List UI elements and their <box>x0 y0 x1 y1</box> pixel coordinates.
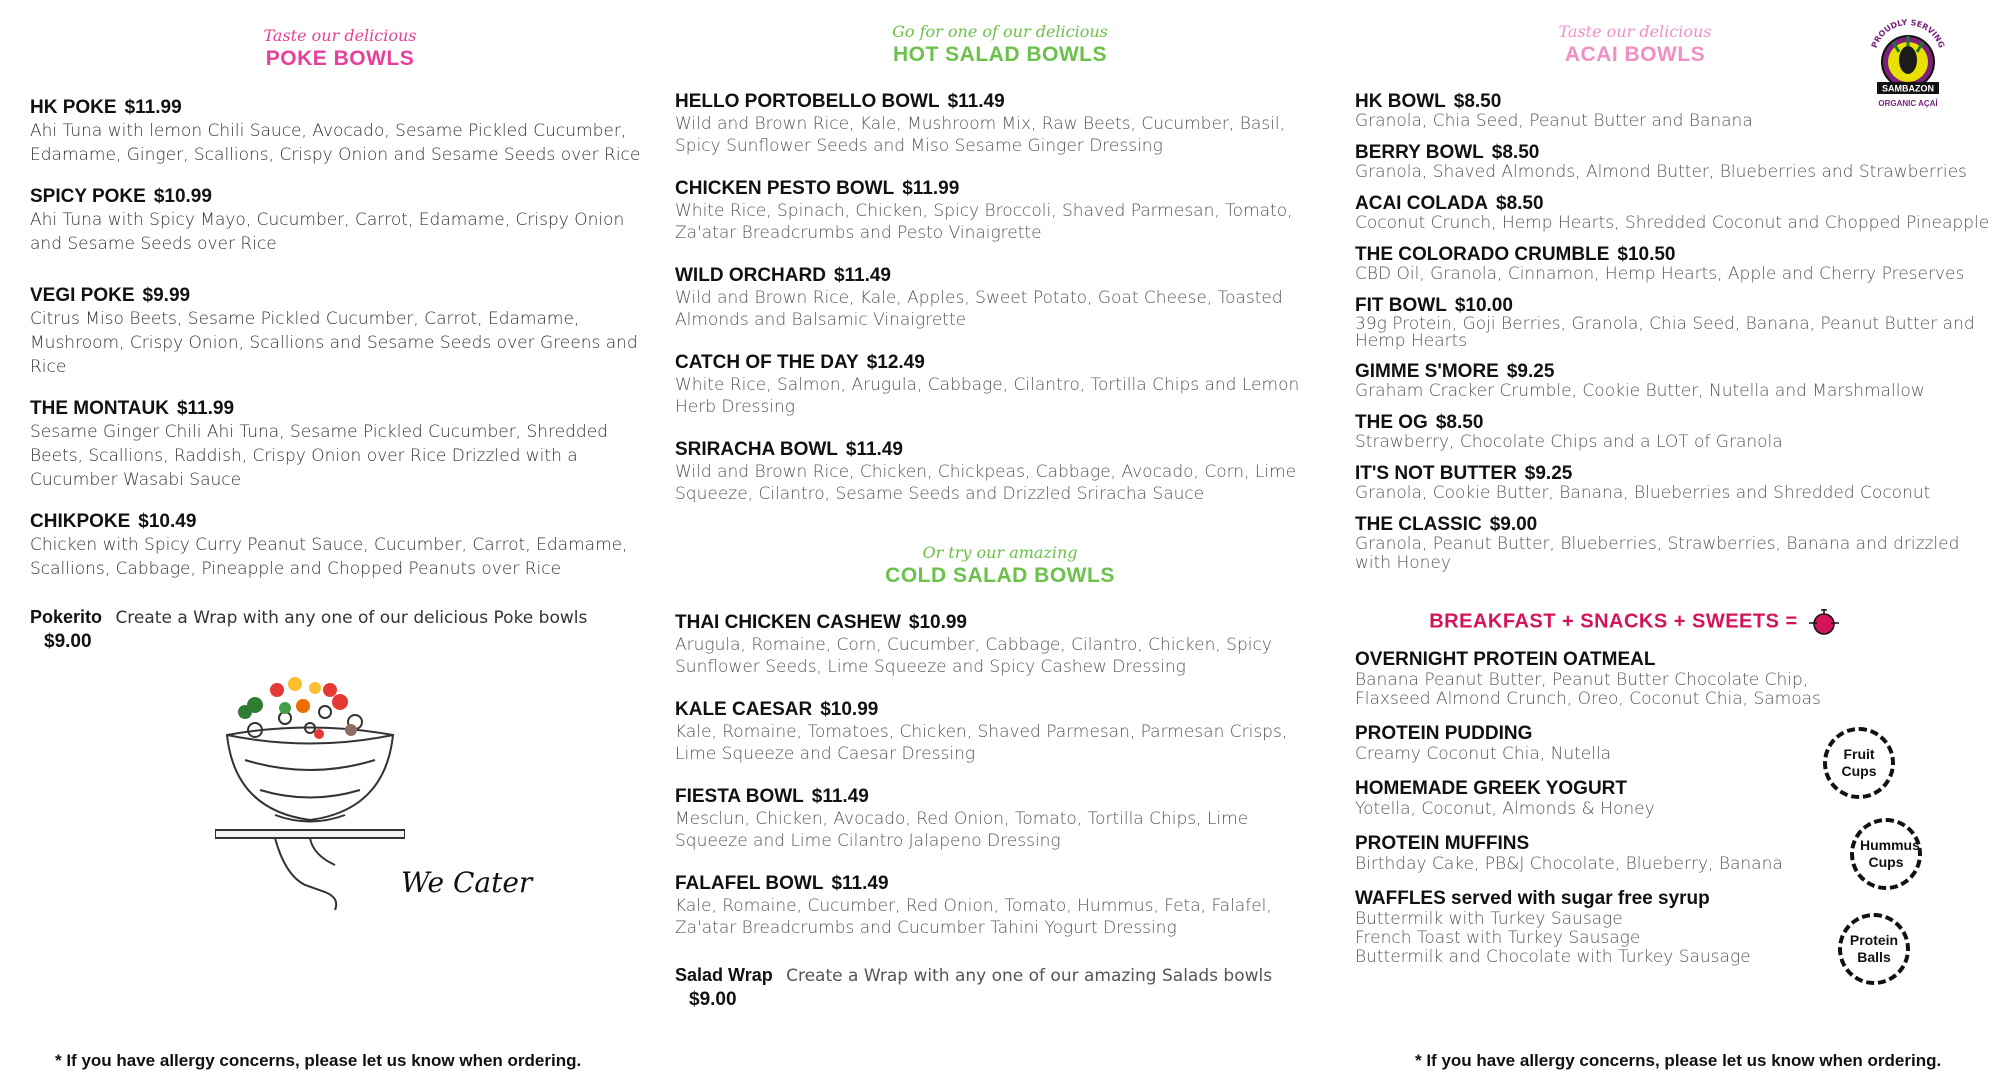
item-description: Wild and Brown Rice, Chicken, Chickpeas, Cabbage, Avocado, Corn, Lime Squeeze, Cilantro, Sesame Seeds and Drizzled Sriracha Sauce <box>675 462 1297 504</box>
item-description: Mesclun, Chicken, Avocado, Red Onion, Tomato, Tortilla Chips, Lime Squeeze and Lime Cilantro Jalapeno Dressing <box>675 809 1249 851</box>
wrap-description: Create a Wrap with any one of our amazing Salads bowls <box>786 966 1273 986</box>
item-name: VEGI POKE <box>30 285 135 306</box>
item-price: $8.50 <box>1496 193 1544 214</box>
item-price: $10.49 <box>138 511 197 532</box>
wrap-name: Salad Wrap <box>675 965 773 985</box>
item-description: Granola, Cookie Butter, Banana, Blueberries and Shredded Coconut <box>1355 483 1931 503</box>
menu-item <box>675 698 1325 765</box>
fruit-cups-badge <box>1823 727 1895 799</box>
apple-icon <box>1807 607 1841 639</box>
protein-balls-badge <box>1838 913 1910 985</box>
item-price: $11.49 <box>845 439 903 460</box>
badge-label: Fruit Cups <box>1841 746 1877 779</box>
breakfast-heading <box>1355 607 1915 639</box>
item-name: PROTEIN PUDDING <box>1355 723 1533 744</box>
item-price: $9.99 <box>142 285 191 306</box>
badge-label: Protein Balls <box>1849 932 1899 965</box>
menu-item <box>30 284 650 379</box>
item-description-line: Yotella, Coconut, Almonds & Honey <box>1355 799 1655 819</box>
menu-item <box>1355 778 1995 819</box>
item-description: Kale, Romaine, Tomatoes, Chicken, Shaved Parmesan, Parmesan Crisps, Lime Squeeze and Caesar Dressing <box>675 722 1288 764</box>
item-price: $10.99 <box>820 699 879 720</box>
menu-item <box>675 177 1325 244</box>
item-description: CBD Oil, Granola, Cinnamon, Hemp Hearts, Apple and Cherry Preserves <box>1355 264 1965 284</box>
salad-column <box>675 0 1325 1012</box>
pokerito-line <box>30 605 650 654</box>
menu-item <box>675 264 1325 331</box>
logo-bottom-text: ORGANIC AÇAÍ <box>1878 99 1938 108</box>
menu-item <box>1355 296 1995 350</box>
item-name: THAI CHICKEN CASHEW <box>675 612 901 633</box>
menu-item <box>30 185 650 256</box>
item-name: THE MONTAUK <box>30 398 169 419</box>
item-description-line: Buttermilk with Turkey Sausage <box>1355 909 1623 929</box>
hummus-cups-badge <box>1850 818 1922 890</box>
menu-item <box>675 351 1325 418</box>
item-price: $10.50 <box>1617 244 1676 265</box>
item-name: HK BOWL <box>1355 91 1446 112</box>
allergy-notice-left: * If you have allergy concerns, please let us know when ordering. <box>55 1051 582 1070</box>
menu-item <box>1355 413 1995 452</box>
item-description: Ahi Tuna with Spicy Mayo, Cucumber, Carrot, Edamame, Crispy Onion and Sesame Seeds over Rice <box>30 210 625 254</box>
item-name: WILD ORCHARD <box>675 265 826 286</box>
item-name: WAFFLES served with sugar free syrup <box>1355 888 1710 909</box>
item-name: GIMME S'MORE <box>1355 361 1499 382</box>
item-price: $11.99 <box>176 398 235 419</box>
item-name: HELLO PORTOBELLO BOWL <box>675 91 940 112</box>
bowl-illustration <box>215 660 405 910</box>
item-name: OVERNIGHT PROTEIN OATMEAL <box>1355 649 1656 670</box>
item-price: $8.50 <box>1453 91 1502 112</box>
item-price: $10.00 <box>1454 295 1513 316</box>
item-name: SPICY POKE <box>30 186 146 207</box>
item-description-line: Banana Peanut Butter, Peanut Butter Chocolate Chip, <box>1355 670 1809 690</box>
item-name: HOMEMADE GREEK YOGURT <box>1355 778 1628 799</box>
item-description: Chicken with Spicy Curry Peanut Sauce, Cucumber, Carrot, Edamame, Scallions, Cabbage, Pineapple and Chopped Peanuts over Rice <box>30 535 628 579</box>
menu-item <box>1355 723 1995 764</box>
item-description: Kale, Romaine, Cucumber, Red Onion, Tomato, Hummus, Feta, Falafel, Za'atar Breadcrumbs and Cucumber Tahini Yogurt Dressing <box>675 896 1272 938</box>
item-name: HK POKE <box>30 97 117 118</box>
hot-tagline: Go for one of our delicious <box>892 22 1108 41</box>
item-description-line: Buttermilk and Chocolate with Turkey Sausage <box>1355 947 1751 967</box>
wrap-description: Create a Wrap with any one of our delicious Poke bowls <box>115 608 588 628</box>
acai-title: ACAI BOWLS <box>1564 43 1706 66</box>
item-description: Arugula, Romaine, Corn, Cucumber, Cabbage, Cilantro, Chicken, Spicy Sunflower Seeds, Lime Squeeze and Spicy Cashew Dressing <box>675 635 1272 677</box>
menu-item <box>675 785 1325 852</box>
item-description: Wild and Brown Rice, Kale, Mushroom Mix, Raw Beets, Cucumber, Basil, Spicy Sunflower Seeds and Miso Sesame Ginger Dressing <box>675 114 1285 156</box>
menu-item <box>1355 245 1995 284</box>
item-price: $11.99 <box>124 97 182 118</box>
item-price: $12.49 <box>866 352 925 373</box>
item-description-line: Flaxseed Almond Crunch, Oreo, Coconut Chia, Samoas <box>1355 689 1821 709</box>
menu-item <box>1355 362 1995 401</box>
item-description-line: Birthday Cake, PB&J Chocolate, Blueberry, Banana <box>1355 854 1783 874</box>
item-description-line: French Toast with Turkey Sausage <box>1355 928 1641 948</box>
item-description: Granola, Peanut Butter, Blueberries, Strawberries, Banana and drizzled with Honey <box>1355 534 1960 573</box>
item-description: White Rice, Spinach, Chicken, Spicy Broccoli, Shaved Parmesan, Tomato, Za'atar Breadcrumbs and Pesto Vinaigrette <box>675 201 1293 243</box>
menu-item <box>675 438 1325 505</box>
item-price: $8.50 <box>1435 412 1484 433</box>
cold-title: COLD SALAD BOWLS <box>885 564 1115 587</box>
item-name: THE OG <box>1355 412 1428 433</box>
menu-item <box>30 96 650 167</box>
item-description: Graham Cracker Crumble, Cookie Butter, Nutella and Marshmallow <box>1355 381 1925 401</box>
item-name: THE CLASSIC <box>1355 514 1482 535</box>
logo-brand-text: SAMBAZON <box>1882 83 1934 94</box>
acai-tagline: Taste our delicious <box>1558 22 1712 41</box>
item-description: Coconut Crunch, Hemp Hearts, Shredded Coconut and Chopped Pineapple <box>1355 213 1990 233</box>
item-description: Wild and Brown Rice, Kale, Apples, Sweet Potato, Goat Cheese, Toasted Almonds and Balsamic Vinaigrette <box>675 288 1283 330</box>
item-name: CHICKEN PESTO BOWL <box>675 178 895 199</box>
item-name: BERRY BOWL <box>1355 142 1484 163</box>
item-name: KALE CAESAR <box>675 699 813 720</box>
menu-item <box>675 90 1325 157</box>
item-name: FIESTA BOWL <box>675 786 804 807</box>
item-description: Citrus Miso Beets, Sesame Pickled Cucumber, Carrot, Edamame, Mushroom, Crispy Onion, Scallions and Sesame Seeds over Greens and Rice <box>30 309 638 377</box>
menu-item <box>1355 464 1995 503</box>
cold-tagline: Or try our amazing <box>922 543 1078 562</box>
wrap-name: Pokerito <box>30 607 103 627</box>
item-price: $10.99 <box>153 186 212 207</box>
logo-top-text: PROUDLY SERVING <box>1869 17 1947 50</box>
wrap-price: $9.00 <box>44 631 92 652</box>
item-name: CATCH OF THE DAY <box>675 352 859 373</box>
we-cater-text: We Cater <box>401 866 533 899</box>
badge-label: Hummus Cups <box>1860 837 1920 870</box>
menu-item <box>1355 143 1995 182</box>
item-price: $9.25 <box>1506 361 1555 382</box>
item-name: THE COLORADO CRUMBLE <box>1355 244 1610 265</box>
item-description: Ahi Tuna with lemon Chili Sauce, Avocado, Sesame Pickled Cucumber, Edamame, Ginger, Scallions, Crispy Onion and Sesame Seeds over Rice <box>30 121 641 165</box>
item-price: $11.49 <box>947 91 1005 112</box>
poke-title: POKE BOWLS <box>265 47 415 70</box>
item-description: Granola, Shaved Almonds, Almond Butter, Blueberries and Strawberries <box>1355 162 1967 182</box>
item-name: IT'S NOT BUTTER <box>1355 463 1517 484</box>
item-description-line: Creamy Coconut Chia, Nutella <box>1355 744 1612 764</box>
item-price: $8.50 <box>1491 142 1540 163</box>
item-price: $11.99 <box>902 178 960 199</box>
menu-item <box>1355 515 1995 573</box>
item-price: $11.49 <box>831 873 889 894</box>
item-price: $10.99 <box>908 612 968 633</box>
item-name: FIT BOWL <box>1355 295 1447 316</box>
item-name: FALAFEL BOWL <box>675 873 824 894</box>
item-name: SRIRACHA BOWL <box>675 439 838 460</box>
menu-item <box>1355 649 1995 709</box>
item-price: $11.49 <box>833 265 892 286</box>
item-name: PROTEIN MUFFINS <box>1355 833 1530 854</box>
breakfast-title: BREAKFAST + SNACKS + SWEETS = <box>1429 610 1798 633</box>
poke-column <box>30 0 650 654</box>
wrap-price: $9.00 <box>689 989 737 1010</box>
menu-item <box>675 872 1325 939</box>
item-price: $9.00 <box>1489 514 1538 535</box>
item-price: $9.25 <box>1524 463 1573 484</box>
menu-item <box>30 397 650 492</box>
menu-item <box>30 510 650 581</box>
sambazon-logo <box>1863 12 1953 112</box>
hot-title: HOT SALAD BOWLS <box>893 43 1107 66</box>
item-description: White Rice, Salmon, Arugula, Cabbage, Cilantro, Tortilla Chips and Lemon Herb Dressing <box>675 375 1300 417</box>
menu-item <box>675 611 1325 678</box>
item-description: Granola, Chia Seed, Peanut Butter and Banana <box>1355 111 1753 131</box>
item-description: Sesame Ginger Chili Ahi Tuna, Sesame Pickled Cucumber, Shredded Beets, Scallions, Raddish, Crispy Onion over Rice Drizzled with a Cucumber Wasabi Sauce <box>30 422 608 490</box>
salad-wrap-line <box>675 963 1325 1012</box>
item-description: 39g Protein, Goji Berries, Granola, Chia Seed, Banana, Peanut Butter and Hemp Hearts <box>1355 314 1975 351</box>
menu-item <box>1355 194 1995 233</box>
allergy-notice-right: * If you have allergy concerns, please let us know when ordering. <box>1415 1051 1942 1070</box>
item-description: Strawberry, Chocolate Chips and a LOT of Granola <box>1355 432 1783 452</box>
item-name: CHIKPOKE <box>30 511 131 532</box>
poke-tagline: Taste our delicious <box>263 26 417 45</box>
item-price: $11.49 <box>811 786 869 807</box>
item-name: ACAI COLADA <box>1355 193 1488 214</box>
